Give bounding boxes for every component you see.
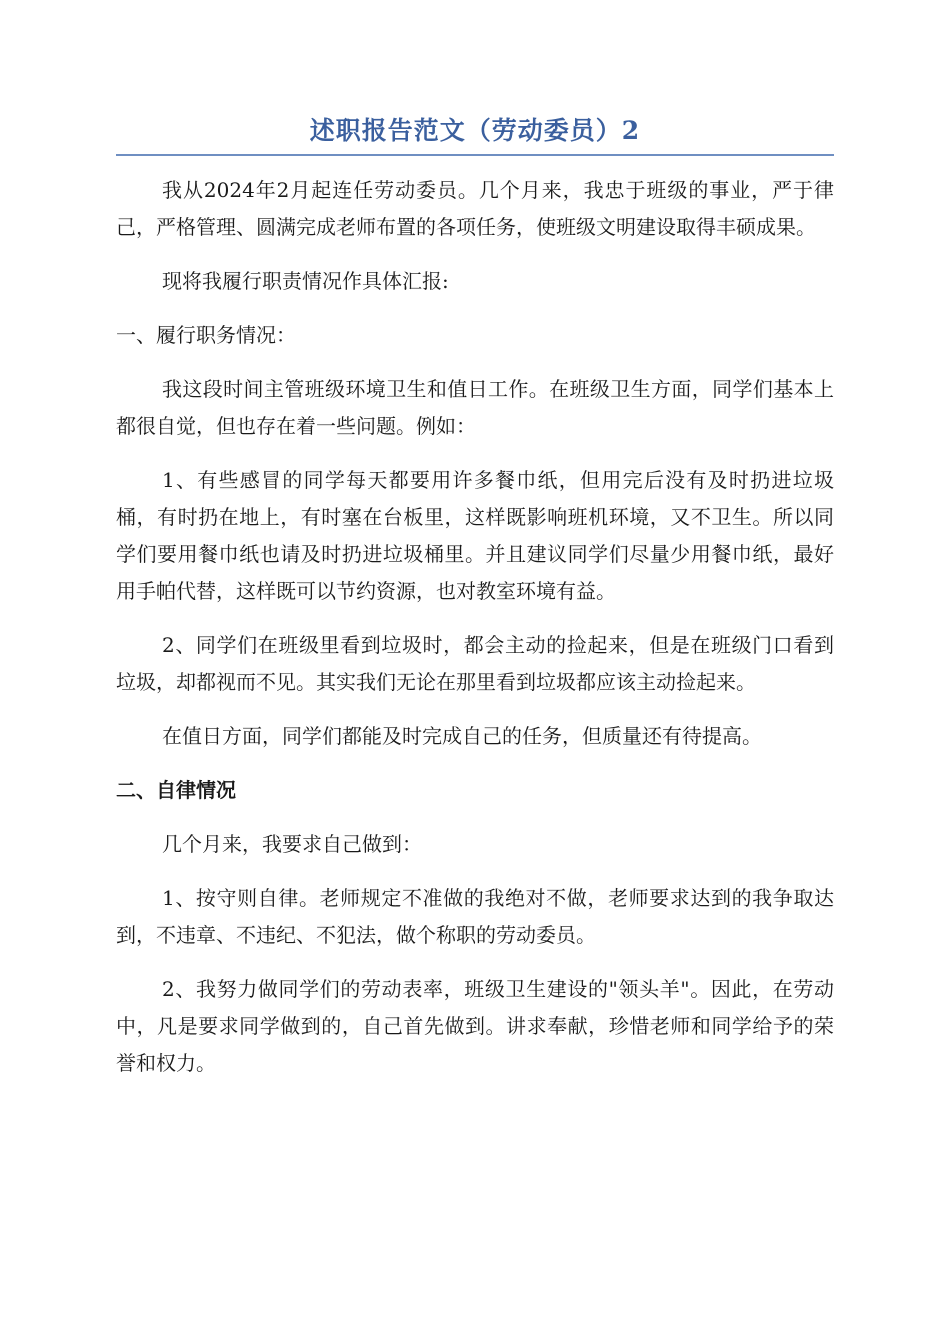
self-discipline-item-1: 1、按守则自律。老师规定不准做的我绝对不做，老师要求达到的我争取达到，不违章、不违纪、不犯法，做个称职的劳动委员。 — [116, 886, 834, 947]
intro-paragraph: 我从2024年2月起连任劳动委员。几个月来，我忠于班级的事业，严于律己，严格管理、圆满完成老师布置的各项任务，使班级文明建设取得丰硕成果。 — [116, 178, 834, 239]
duties-paragraph: 我这段时间主管班级环境卫生和值日工作。在班级卫生方面，同学们基本上都很自觉，但也存在着一些问题。例如： — [116, 377, 834, 438]
duties-item-2: 2、同学们在班级里看到垃圾时，都会主动的捡起来，但是在班级门口看到垃圾，却都视而不见。其实我们无论在那里看到垃圾都应该主动捡起来。 — [116, 633, 834, 694]
document-page — [116, 112, 834, 1099]
duty-roster-paragraph: 在值日方面，同学们都能及时完成自己的任务，但质量还有待提高。 — [162, 724, 762, 748]
section-heading-duties: 一、履行职务情况： — [116, 323, 296, 347]
self-discipline-item-2: 2、我努力做同学们的劳动表率，班级卫生建设的"领头羊"。因此，在劳动中，凡是要求同学做到的，自己首先做到。讲求奉献，珍惜老师和同学给予的荣誉和权力。 — [116, 977, 834, 1075]
self-discipline-lead: 几个月来，我要求自己做到： — [162, 832, 422, 856]
duties-item-1: 1、有些感冒的同学每天都要用许多餐巾纸，但用完后没有及时扔进垃圾桶，有时扔在地上，有时塞在台板里，这样既影响班机环境，又不卫生。所以同学们要用餐巾纸也请及时扔进垃圾桶里。并且建议同学们尽量少用餐巾纸，最好用手帕代替，这样既可以节约资源，也对教室环境有益。 — [116, 468, 834, 603]
title-underline — [116, 154, 834, 156]
document-title: 述职报告范文（劳动委员）2 — [309, 116, 641, 145]
report-lead-paragraph: 现将我履行职责情况作具体汇报: — [162, 269, 449, 293]
section-heading-self-discipline: 二、自律情况 — [116, 778, 236, 802]
